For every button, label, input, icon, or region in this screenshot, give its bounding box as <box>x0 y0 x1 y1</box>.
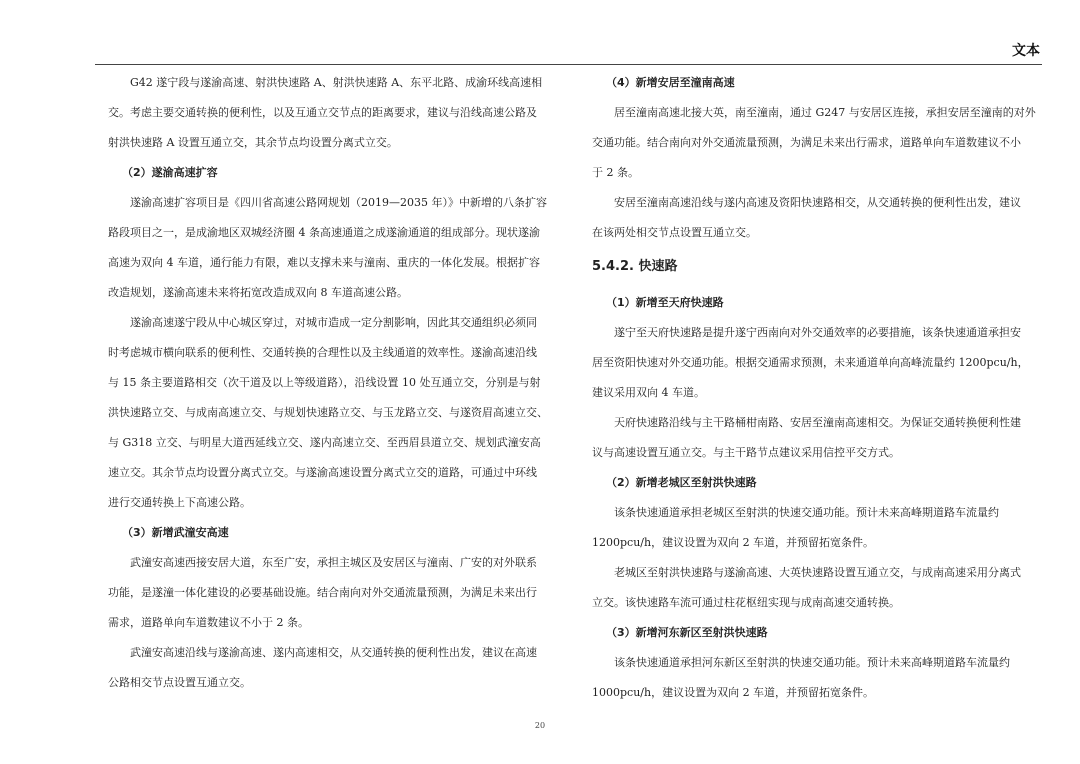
text-line: 武潼安高速西接安居大道，东至广安，承担主城区及安居区与潼南、广安的对外联系 <box>130 556 537 569</box>
text-line: 速立交。其余节点均设置分离式立交。与遂渝高速设置分离式立交的道路，可通过中环线 <box>108 466 537 479</box>
text-line: 路段项目之一，是成渝地区双城经济圈 4 条高速通道之成遂渝通道的组成部分。现状遂渝 <box>108 226 540 239</box>
text-line: 进行交通转换上下高速公路。 <box>108 496 251 509</box>
text-line: 时考虑城市横向联系的便利性、交通转换的合理性以及主线通道的效率性。遂渝高速沿线 <box>108 346 537 359</box>
text-line: 与 15 条主要道路相交（次干道及以上等级道路），沿线设置 10 处互通立交，分别是与射 <box>108 376 541 389</box>
text-line: 与 G318 立交、与明星大道西延线立交、遂内高速立交、至西眉县道立交、规划武潼安高 <box>108 436 541 449</box>
text-line: 该条快速通道承担老城区至射洪的快速交通功能。预计未来高峰期道路车流量约 <box>614 506 999 519</box>
text-line: 立交。该快速路车流可通过柱花枢纽实现与成南高速交通转换。 <box>592 596 900 609</box>
text-line: 洪快速路立交、与成南高速立交、与规划快速路立交、与玉龙路立交、与遂资眉高速立交、 <box>108 406 548 419</box>
text-line: 于 2 条。 <box>592 166 639 179</box>
text-line: 建议采用双向 4 车道。 <box>592 386 705 399</box>
text-line: 需求，道路单向车道数建议不小于 2 条。 <box>108 616 309 629</box>
section-heading: （2）新增老城区至射洪快速路 <box>606 476 757 489</box>
text-line: G42 遂宁段与遂渝高速、射洪快速路 A、射洪快速路 A、东平北路、成渝环线高速相 <box>130 76 543 89</box>
section-heading: （4）新增安居至潼南高速 <box>606 76 735 89</box>
section-heading: （2）遂渝高速扩容 <box>122 166 218 179</box>
text-line: 老城区至射洪快速路与遂渝高速、大英快速路设置互通立交，与成南高速采用分离式 <box>614 566 1021 579</box>
text-line: 安居至潼南高速沿线与遂内高速及资阳快速路相交，从交通转换的便利性出发，建议 <box>614 196 1021 209</box>
text-line: 天府快速路沿线与主干路桶柑南路、安居至潼南高速相交。为保证交通转换便利性建 <box>614 416 1021 429</box>
text-line: 射洪快速路 A 设置互通立交，其余节点均设置分离式立交。 <box>108 136 398 149</box>
header-divider <box>95 64 1042 65</box>
text-line: 交通功能。结合南向对外交通流量预测，为满足未来出行需求，道路单向车道数建议不小 <box>592 136 1021 149</box>
text-line: 1200pcu/h，建议设置为双向 2 车道，并预留拓宽条件。 <box>592 536 875 549</box>
section-heading: 5.4.2. 快速路 <box>592 259 678 274</box>
text-line: 高速为双向 4 车道，通行能力有限，难以支撑未来与潼南、重庆的一体化发展。根据扩容 <box>108 256 540 269</box>
text-line: 遂渝高速遂宁段从中心城区穿过，对城市造成一定分割影响，因此其交通组织必须同 <box>130 316 537 329</box>
document-header-label: 文本 <box>1012 43 1040 59</box>
section-heading: （1）新增至天府快速路 <box>606 296 724 309</box>
text-line: 该条快速通道承担河东新区至射洪的快速交通功能。预计未来高峰期道路车流量约 <box>614 656 1010 669</box>
text-line: 在该两处相交节点设置互通立交。 <box>592 226 757 239</box>
text-line: 功能，是遂潼一体化建设的必要基础设施。结合南向对外交通流量预测，为满足未来出行 <box>108 586 537 599</box>
section-heading: （3）新增河东新区至射洪快速路 <box>606 626 768 639</box>
text-line: 议与高速设置互通立交。与主干路节点建议采用信控平交方式。 <box>592 446 900 459</box>
section-heading: （3）新增武潼安高速 <box>122 526 229 539</box>
text-line: 1000pcu/h，建议设置为双向 2 车道，并预留拓宽条件。 <box>592 686 875 699</box>
text-line: 公路相交节点设置互通立交。 <box>108 676 251 689</box>
text-line: 遂渝高速扩容项目是《四川省高速公路网规划（2019—2035 年）》中新增的八条扩容 <box>130 196 547 209</box>
text-line: 交。考虑主要交通转换的便利性，以及互通立交节点的距离要求，建议与沿线高速公路及 <box>108 106 537 119</box>
page-number: 20 <box>534 721 546 730</box>
text-line: 武潼安高速沿线与遂渝高速、遂内高速相交，从交通转换的便利性出发，建议在高速 <box>130 646 537 659</box>
text-line: 改造规划，遂渝高速未来将拓宽改造成双向 8 车道高速公路。 <box>108 286 408 299</box>
text-line: 居至资阳快速对外交通功能。根据交通需求预测，未来通道单向高峰流量约 1200pcu/h， <box>592 356 1029 369</box>
text-line: 居至潼南高速北接大英，南至潼南，通过 G247 与安居区连接，承担安居至潼南的对外 <box>614 106 1036 119</box>
text-line: 遂宁至天府快速路是提升遂宁西南向对外交通效率的必要措施，该条快速通道承担安 <box>614 326 1021 339</box>
